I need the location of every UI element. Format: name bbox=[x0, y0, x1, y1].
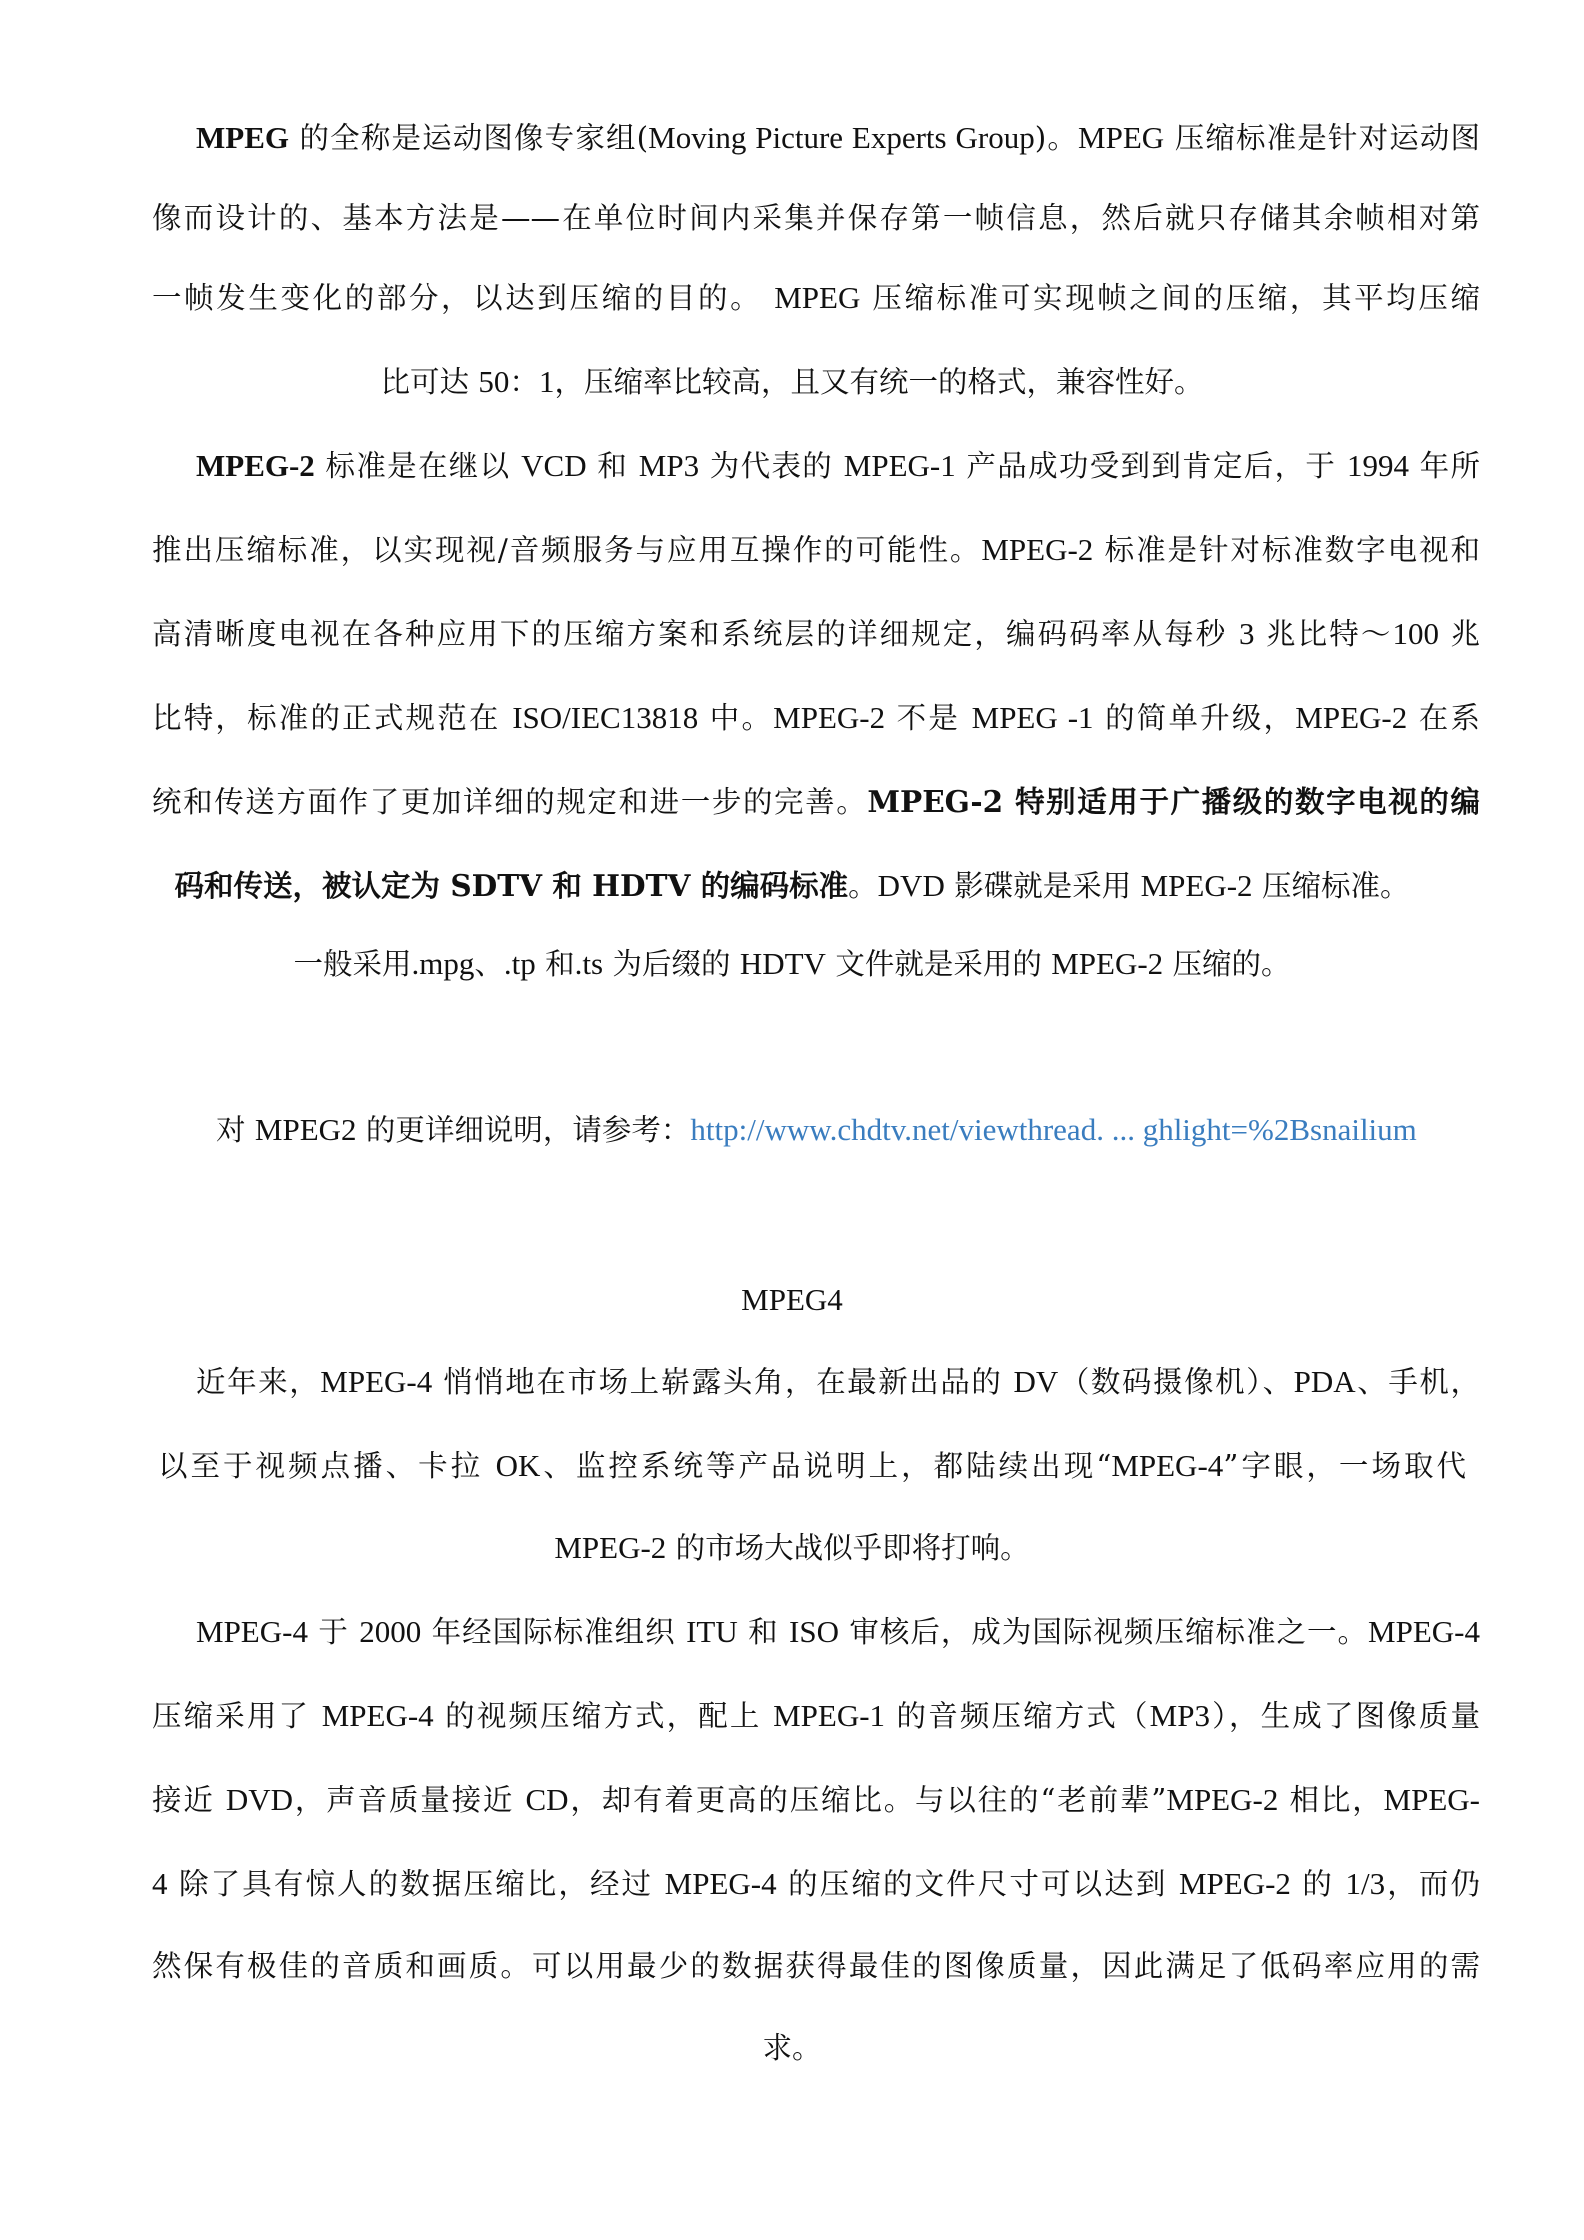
text-span: 比可达 bbox=[380, 365, 479, 399]
text-span: 。 bbox=[848, 869, 878, 903]
text-span: ISO/IEC13818 bbox=[512, 700, 699, 735]
text-span: MPEG-4 bbox=[321, 1698, 434, 1733]
text-span: 、监控系统等产品说明上，都陆续出现“ bbox=[540, 1449, 1112, 1483]
text-span: 兆比特～ bbox=[1254, 617, 1393, 651]
text-span: 为代表的 bbox=[699, 449, 844, 483]
text-span: MPEG bbox=[1078, 120, 1165, 155]
text-span: 的 bbox=[1290, 1867, 1346, 1901]
text-span: MPEG-2 bbox=[1166, 1782, 1279, 1817]
text-span: MPEG-2 bbox=[1295, 700, 1408, 735]
text-span: 在系 bbox=[1407, 701, 1480, 735]
intro-line-4 bbox=[0, 362, 1584, 402]
text-span: 的简单升级， bbox=[1093, 701, 1296, 735]
text-span: 于 bbox=[307, 1615, 360, 1649]
text-span: 以至于视频点播、卡拉 bbox=[158, 1449, 496, 1483]
text-span: DVD bbox=[225, 1782, 294, 1817]
text-span: 推出压缩标准，以实现视/音频服务与应用互操作的可能性。 bbox=[152, 533, 982, 567]
mpeg4-p1-line-2 bbox=[158, 1446, 1466, 1486]
text-span: 一般采用 bbox=[293, 947, 412, 981]
text-span: 影碟就是采用 bbox=[944, 869, 1141, 903]
text-span: 相比， bbox=[1278, 1783, 1384, 1817]
text-span: 标准是在继以 bbox=[314, 449, 522, 483]
mpeg4-p2-line-2 bbox=[152, 1696, 1480, 1736]
mpeg4-p2-line-1 bbox=[196, 1612, 1480, 1652]
text-span: 一帧发生变化的部分，以达到压缩的目的。 bbox=[152, 281, 775, 315]
text-span: 审核后，成为国际视频压缩标准之一。 bbox=[838, 1615, 1369, 1649]
text-span: MPEG-2 bbox=[773, 700, 886, 735]
text-span: MPEG-4 bbox=[1111, 1448, 1224, 1483]
text-span: 2000 bbox=[359, 1614, 422, 1649]
text-span: MPEG-4 bbox=[1368, 1614, 1480, 1649]
mpeg2-line-2 bbox=[152, 530, 1480, 570]
mpeg2-line-1 bbox=[196, 446, 1480, 486]
text-span: 对 bbox=[216, 1113, 255, 1147]
mpeg2-line-4 bbox=[152, 698, 1480, 738]
text-span: HDTV bbox=[739, 946, 826, 981]
text-span: MPEG-2 bbox=[1140, 868, 1253, 903]
text-span: 的更详细说明，请参考： bbox=[356, 1113, 691, 1147]
text-span: 的视频压缩方式，配上 bbox=[433, 1699, 774, 1733]
text-span: .mpg bbox=[411, 946, 475, 981]
text-span: VCD bbox=[521, 448, 587, 483]
mpeg4-p1-line-3 bbox=[0, 1528, 1584, 1568]
text-span: 的全称是运动图像专家组( bbox=[289, 121, 649, 155]
text-span: 高清晰度电视在各种应用下的压缩方案和系统层的详细规定，编码码率从每秒 bbox=[152, 617, 1239, 651]
text-span: ，却有着更高的压缩比。与以往的“老前辈” bbox=[568, 1783, 1167, 1817]
text-span: 文件就是采用的 bbox=[825, 947, 1052, 981]
text-span: MPEG-4 bbox=[664, 1866, 777, 1901]
text-span: )。 bbox=[1034, 121, 1079, 155]
mpeg4-p2-line-6: 求。 bbox=[762, 2031, 822, 2065]
text-span: PDA bbox=[1293, 1364, 1356, 1399]
text-span: 压缩的。 bbox=[1163, 947, 1291, 981]
text-span: ，压缩率比较高，且又有统一的格式，兼容性好。 bbox=[554, 365, 1204, 399]
text-span: ITU bbox=[686, 1614, 738, 1649]
text-span: ，而仍 bbox=[1385, 1867, 1480, 1901]
text-span: 和 bbox=[586, 449, 639, 483]
text-span: 压缩标准可实现帧之间的压缩，其平均压缩 bbox=[860, 281, 1480, 315]
text-span: 压缩标准是针对运动图 bbox=[1164, 121, 1481, 155]
text-span: 年所 bbox=[1408, 449, 1480, 483]
mpeg2-line-6 bbox=[0, 866, 1584, 906]
text-span: 接近 bbox=[152, 1783, 226, 1817]
reference-link[interactable]: http://www.chdtv.net/viewthread. ... ghlight=%2Bsnailium bbox=[690, 1112, 1417, 1147]
mpeg4-p1-line-1 bbox=[196, 1362, 1480, 1402]
term-mpeg: MPEG bbox=[196, 120, 289, 155]
text-span: 压缩标准。 bbox=[1252, 869, 1410, 903]
text-span: 兆 bbox=[1438, 617, 1480, 651]
text-span: MPEG-1 bbox=[773, 1698, 886, 1733]
text-span: 产品成功受到到肯定后，于 bbox=[955, 449, 1347, 483]
text-span: MPEG-2 bbox=[981, 532, 1094, 567]
text-span: MPEG-2 bbox=[1051, 946, 1164, 981]
text-span: MPEG2 bbox=[254, 1112, 357, 1147]
text-span: 近年来， bbox=[196, 1365, 321, 1399]
text-span: 比特，标准的正式规范在 bbox=[152, 701, 513, 735]
text-span: 标准是针对标准数字电视和 bbox=[1093, 533, 1480, 567]
term-mpeg2: MPEG-2 bbox=[196, 448, 315, 483]
mpeg4-p2-line-4 bbox=[152, 1864, 1480, 1904]
text-span: MPEG -1 bbox=[971, 700, 1094, 735]
text-span: .tp bbox=[503, 946, 536, 981]
text-span: 50 bbox=[478, 364, 510, 399]
text-span: （数码摄像机）、 bbox=[1058, 1365, 1294, 1399]
text-span: 除了具有惊人的数据压缩比，经过 bbox=[167, 1867, 665, 1901]
text-span: 和 bbox=[737, 1615, 790, 1649]
text-span: MP3 bbox=[638, 448, 700, 483]
reference-line bbox=[216, 1110, 1417, 1150]
text-span: 悄悄地在市场上崭露头角，在最新出品的 bbox=[432, 1365, 1014, 1399]
text-span: 1994 bbox=[1346, 448, 1409, 483]
section-heading-mpeg4: MPEG4 bbox=[741, 1282, 843, 1317]
text-span: MPEG-1 bbox=[843, 448, 956, 483]
mpeg2-line-3 bbox=[152, 614, 1480, 654]
text-span: MPEG bbox=[774, 280, 861, 315]
bold-emphasis: MPEG-2 特别适用于广播级的数字电视的编 bbox=[867, 784, 1480, 819]
text-span: MPEG-2 bbox=[1178, 1866, 1291, 1901]
text-span: Moving Picture Experts Group bbox=[648, 120, 1035, 155]
text-span: 1 bbox=[538, 364, 555, 399]
text-span: 的音频压缩方式（ bbox=[885, 1699, 1150, 1733]
mpeg4-p2-line-5: 然保有极佳的音质和画质。可以用最少的数据获得最佳的图像质量，因此满足了低码率应用的需 bbox=[152, 1949, 1480, 1983]
text-span: 4 bbox=[152, 1866, 168, 1901]
text-span: MPEG-4 bbox=[320, 1364, 433, 1399]
intro-line-2: 像而设计的、基本方法是——在单位时间内采集并保存第一帧信息，然后就只存储其余帧相对第 bbox=[152, 201, 1480, 235]
text-span: ，声音质量接近 bbox=[293, 1783, 526, 1817]
text-span: MPEG- bbox=[1383, 1782, 1480, 1817]
text-span: ： bbox=[509, 365, 539, 399]
text-span: 3 bbox=[1238, 616, 1255, 651]
bold-emphasis: 码和传送，被认定为 SDTV 和 HDTV 的编码标准 bbox=[174, 868, 849, 903]
text-span: 压缩采用了 bbox=[152, 1699, 322, 1733]
text-span: 中。 bbox=[698, 701, 774, 735]
text-span: 统和传送方面作了更加详细的规定和进一步的完善。 bbox=[152, 785, 868, 819]
text-span: OK bbox=[495, 1448, 541, 1483]
text-span: MPEG-2 bbox=[554, 1530, 667, 1565]
text-span: CD bbox=[525, 1782, 569, 1817]
text-span: 不是 bbox=[885, 701, 972, 735]
text-span: 年经国际标准组织 bbox=[421, 1615, 687, 1649]
text-span: MP3 bbox=[1149, 1698, 1210, 1733]
text-span: DVD bbox=[877, 868, 945, 903]
text-span: 为后缀的 bbox=[603, 947, 740, 981]
text-span: 和 bbox=[535, 947, 575, 981]
text-span: 的压缩的文件尺寸可以达到 bbox=[776, 1867, 1179, 1901]
intro-line-1 bbox=[196, 118, 1480, 158]
text-span: MPEG-4 bbox=[196, 1614, 308, 1649]
text-span: DV bbox=[1013, 1364, 1059, 1399]
text-span: 、 bbox=[474, 947, 504, 981]
text-span: .ts bbox=[574, 946, 604, 981]
text-span: 的市场大战似乎即将打响。 bbox=[666, 1531, 1030, 1565]
text-span: ），生成了图像质量 bbox=[1209, 1699, 1480, 1733]
text-span: ”字眼，一场取代 bbox=[1223, 1449, 1466, 1483]
text-span: 1/3 bbox=[1345, 1866, 1386, 1901]
mpeg4-p2-line-3 bbox=[152, 1780, 1480, 1820]
mpeg2-line-7 bbox=[0, 944, 1584, 984]
text-span: ISO bbox=[789, 1614, 839, 1649]
text-span: 、手机， bbox=[1355, 1365, 1480, 1399]
intro-line-3 bbox=[152, 278, 1480, 318]
mpeg2-line-5 bbox=[152, 782, 1480, 822]
text-span: 100 bbox=[1392, 616, 1439, 651]
